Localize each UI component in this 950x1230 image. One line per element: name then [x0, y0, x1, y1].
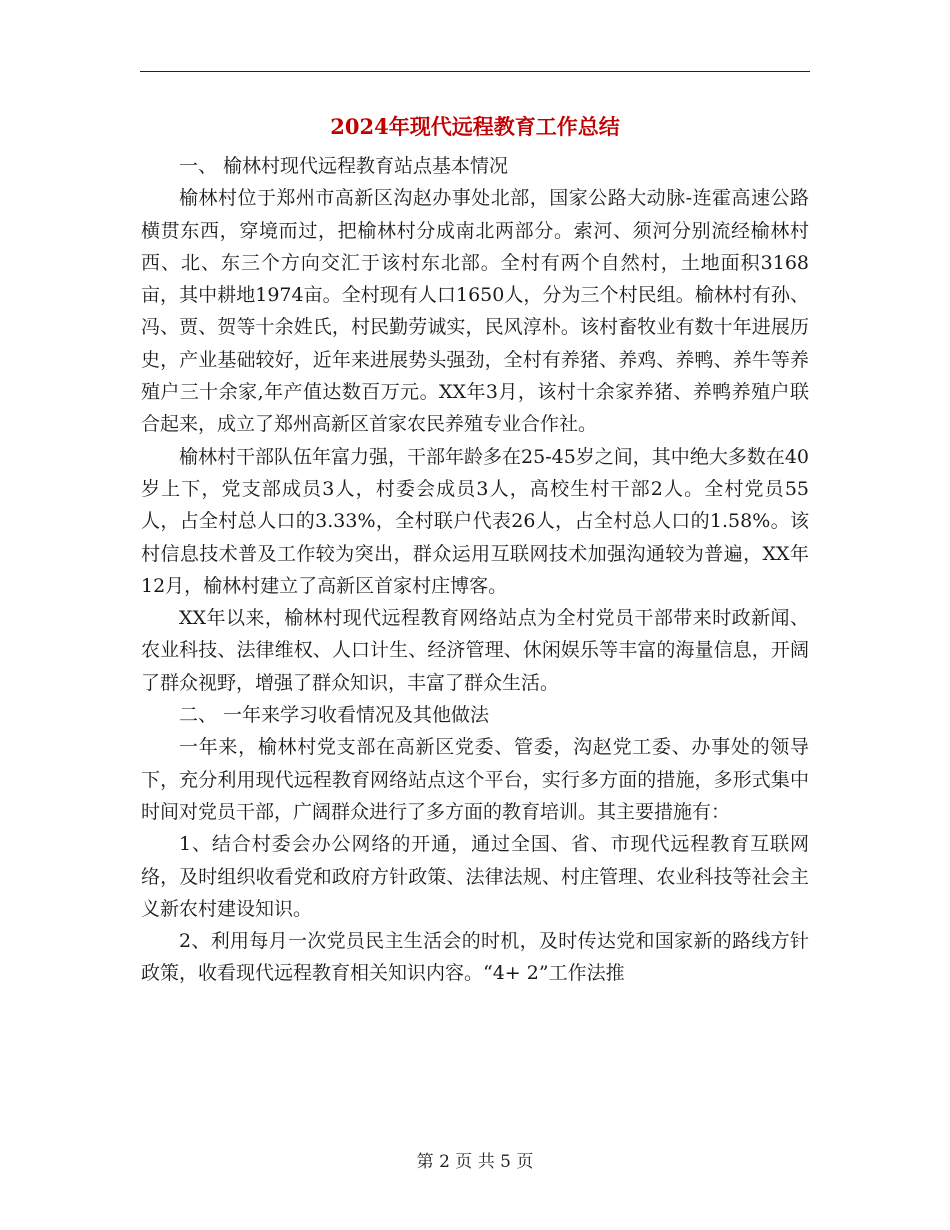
body-paragraph: 榆林村位于郑州市高新区沟赵办事处北部，国家公路大动脉-连霍高速公路横贯东西，穿境而过，把榆林村分成南北两部分。索河、须河分别流经榆林村西、北、东三个方向交汇于该村东北部。全村有两个自然村，土地面积3168亩，其中耕地1974亩。全村现有人口1650人，分为三个村民组。榆林村有孙、冯、贾、贺等十余姓氏，村民勤劳诚实，民风淳朴。该村畜牧业有数十年进展历史，产业基础较好，近年来进展势头强劲，全村有养猪、养鸡、养鸭、养牛等养殖户三十余家,年产值达数百万元。XX年3月，该村十余家养猪、养鸭养殖户联合起来，成立了郑州高新区首家农民养殖专业合作社。 — [141, 187, 809, 436]
section-heading: 一、 榆林村现代远程教育站点基本情况 — [179, 155, 509, 177]
document-title: 2024年现代远程教育工作总结 — [330, 114, 620, 139]
body-paragraph: 2、利用每月一次党员民主生活会的时机，及时传达党和国家新的路线方针政策，收看现代远程教育相关知识内容。“4+ 2”工作法推 — [141, 930, 809, 985]
body-paragraph: 1、结合村委会办公网络的开通，通过全国、省、市现代远程教育互联网络，及时组织收看党和政府方针政策、法律法规、村庄管理、农业科技等社会主义新农村建设知识。 — [141, 833, 809, 920]
page-number-label: 第 2 页 共 5 页 — [416, 1152, 534, 1172]
header-rule — [140, 71, 810, 72]
section-heading: 二、 一年来学习收看情况及其他做法 — [179, 704, 490, 727]
document-body — [141, 150, 809, 990]
body-paragraph: 一年来，榆林村党支部在高新区党委、管委，沟赵党工委、办事处的领导下，充分利用现代远程教育网络站点这个平台，实行多方面的措施，多形式集中时间对党员干部，广阔群众进行了多方面的教育培训。其主要措施有： — [141, 736, 809, 823]
body-paragraph: XX年以来，榆林村现代远程教育网络站点为全村党员干部带来时政新闻、农业科技、法律维权、人口计生、经济管理、休闲娱乐等丰富的海量信息，开阔了群众视野，增强了群众知识，丰富了群众生活。 — [141, 607, 809, 694]
page-footer — [0, 1150, 950, 1174]
body-paragraph: 榆林村干部队伍年富力强，干部年龄多在25-45岁之间，其中绝大多数在40岁上下，党支部成员3人，村委会成员3人，高校生村干部2人。全村党员55人，占全村总人口的3.33%，全村联户代表26人，占全村总人口的1.58%。该村信息技术普及工作较为突出，群众运用互联网技术加强沟通较为普遍，XX年12月，榆林村建立了高新区首家村庄博客。 — [141, 445, 809, 597]
